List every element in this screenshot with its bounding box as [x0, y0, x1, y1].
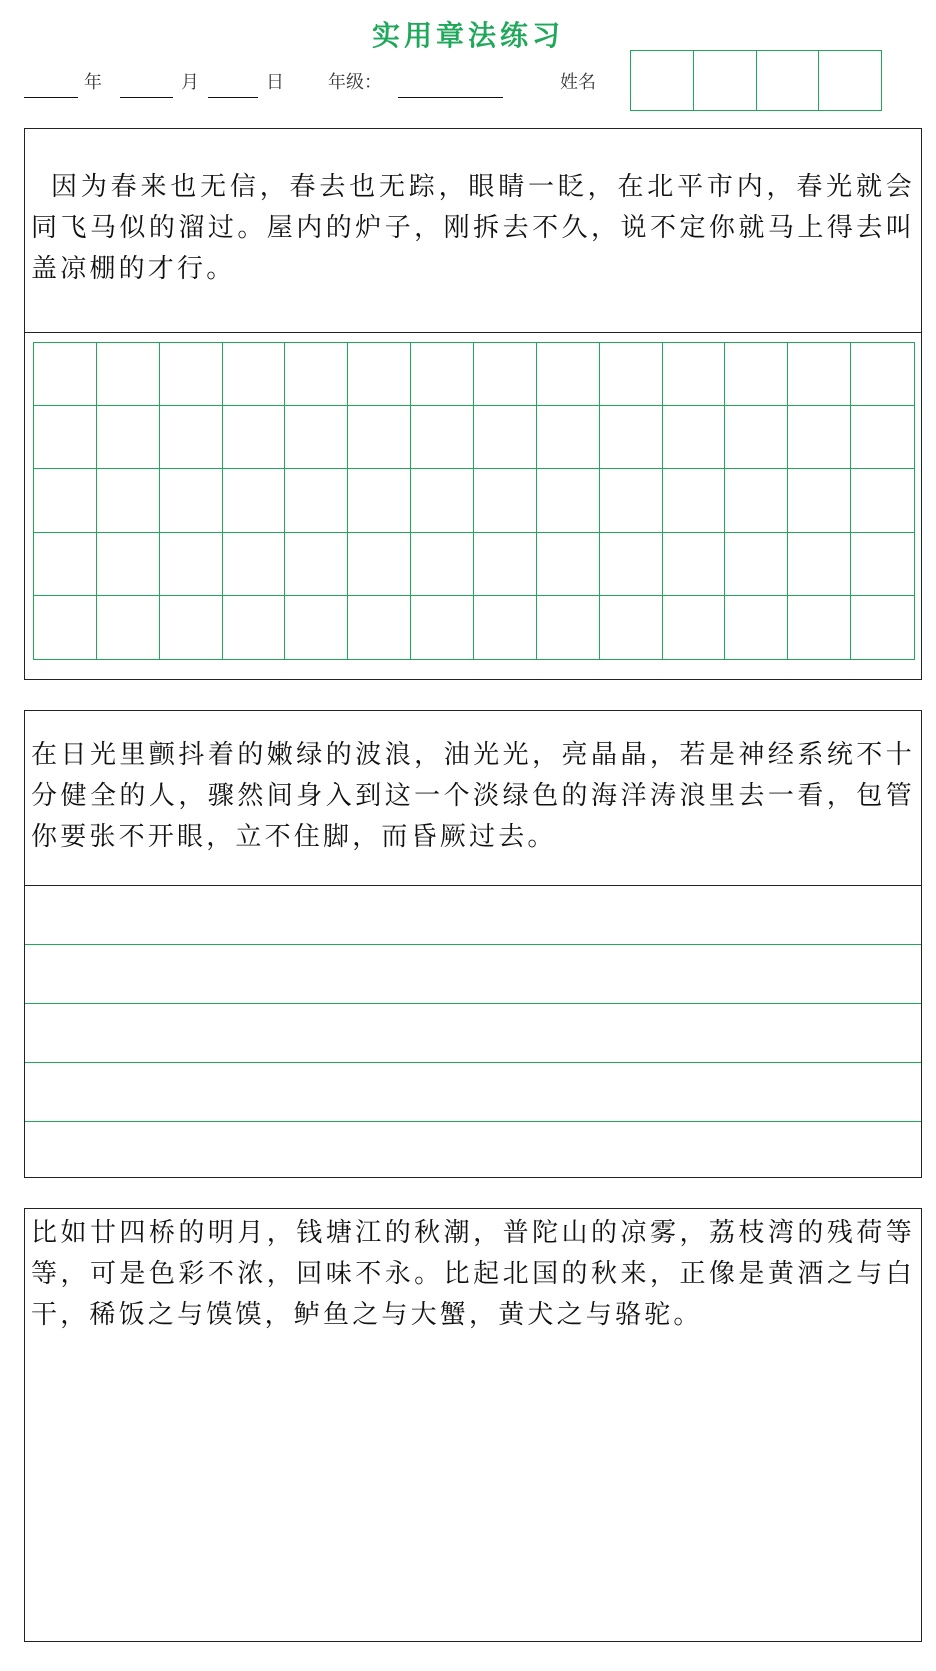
grid-cell[interactable]	[160, 343, 223, 406]
grid-cell[interactable]	[285, 406, 348, 469]
passage-2: 在日光里颤抖着的嫩绿的波浪，油光光，亮晶晶，若是神经系统不十分健全的人，骤然间身入到这一个淡绿色的海洋涛浪里去一看，包管你要张不开眼，立不住脚，而昏厥过去。	[31, 740, 915, 852]
grid-cell[interactable]	[97, 533, 160, 596]
grid-cell[interactable]	[348, 469, 411, 532]
grid-cell[interactable]	[285, 596, 348, 659]
grid-cell[interactable]	[663, 406, 726, 469]
grid-cell[interactable]	[474, 469, 537, 532]
section-divider	[25, 885, 921, 886]
grid-cell[interactable]	[34, 343, 97, 406]
name-cell[interactable]	[631, 51, 694, 110]
page-title: 实用章法练习	[371, 19, 564, 52]
grid-cell[interactable]	[285, 343, 348, 406]
grid-cell[interactable]	[411, 596, 474, 659]
grid-cell[interactable]	[411, 469, 474, 532]
grid-cell[interactable]	[851, 406, 914, 469]
grid-cell[interactable]	[725, 406, 788, 469]
name-label: 姓名	[560, 72, 596, 93]
writing-area[interactable]	[25, 1389, 921, 1641]
name-box[interactable]	[630, 50, 882, 111]
grid-cell[interactable]	[788, 343, 851, 406]
grid-cell[interactable]	[97, 406, 160, 469]
writing-line[interactable]	[25, 1003, 921, 1004]
grid-cell[interactable]	[223, 533, 286, 596]
grid-cell[interactable]	[411, 533, 474, 596]
section-1	[24, 128, 922, 680]
grid-cell[interactable]	[788, 596, 851, 659]
grid-cell[interactable]	[537, 406, 600, 469]
grid-cell[interactable]	[348, 533, 411, 596]
grid-cell[interactable]	[851, 596, 914, 659]
grid-cell[interactable]	[34, 406, 97, 469]
writing-line[interactable]	[25, 1062, 921, 1063]
grid-cell[interactable]	[600, 533, 663, 596]
grid-cell[interactable]	[663, 343, 726, 406]
section-3	[24, 1208, 922, 1642]
grid-cell[interactable]	[34, 596, 97, 659]
grid-cell[interactable]	[34, 469, 97, 532]
grid-cell[interactable]	[851, 343, 914, 406]
writing-grid[interactable]	[33, 342, 915, 660]
grid-cell[interactable]	[160, 469, 223, 532]
grid-cell[interactable]	[725, 343, 788, 406]
grid-cell[interactable]	[600, 469, 663, 532]
year-blank[interactable]	[24, 97, 78, 98]
grid-cell[interactable]	[160, 406, 223, 469]
grid-cell[interactable]	[474, 343, 537, 406]
grid-cell[interactable]	[97, 596, 160, 659]
grid-cell[interactable]	[348, 406, 411, 469]
grade-blank[interactable]	[398, 97, 503, 98]
grid-cell[interactable]	[474, 533, 537, 596]
grid-cell[interactable]	[348, 343, 411, 406]
name-cell[interactable]	[819, 51, 881, 110]
name-cell[interactable]	[757, 51, 820, 110]
grid-cell[interactable]	[537, 469, 600, 532]
grid-cell[interactable]	[285, 469, 348, 532]
day-blank[interactable]	[208, 97, 258, 98]
grid-cell[interactable]	[34, 533, 97, 596]
grid-cell[interactable]	[788, 469, 851, 532]
section-2	[24, 710, 922, 1178]
grid-cell[interactable]	[474, 406, 537, 469]
grid-cell[interactable]	[725, 596, 788, 659]
grid-cell[interactable]	[663, 469, 726, 532]
grid-cell[interactable]	[663, 533, 726, 596]
grid-cell[interactable]	[223, 596, 286, 659]
grid-cell[interactable]	[537, 596, 600, 659]
grid-cell[interactable]	[663, 596, 726, 659]
writing-line[interactable]	[25, 1121, 921, 1122]
grid-cell[interactable]	[537, 533, 600, 596]
grid-cell[interactable]	[788, 533, 851, 596]
year-label: 年	[84, 72, 102, 93]
grid-cell[interactable]	[348, 596, 411, 659]
grid-cell[interactable]	[725, 533, 788, 596]
grid-cell[interactable]	[223, 406, 286, 469]
grid-cell[interactable]	[725, 469, 788, 532]
grid-cell[interactable]	[537, 343, 600, 406]
month-blank[interactable]	[120, 97, 173, 98]
grid-cell[interactable]	[411, 406, 474, 469]
grid-cell[interactable]	[223, 343, 286, 406]
grid-cell[interactable]	[97, 469, 160, 532]
grid-cell[interactable]	[600, 406, 663, 469]
grid-cell[interactable]	[474, 596, 537, 659]
grid-cell[interactable]	[851, 469, 914, 532]
writing-line[interactable]	[25, 944, 921, 945]
passage-1: 因为春来也无信，春去也无踪，眼睛一眨，在北平市内，春光就会同飞马似的溜过。屋内的炉子，刚拆去不久，说不定你就马上得去叫盖凉棚的才行。	[31, 172, 915, 284]
name-cell[interactable]	[694, 51, 757, 110]
grid-cell[interactable]	[160, 533, 223, 596]
grid-cell[interactable]	[223, 469, 286, 532]
grid-cell[interactable]	[97, 343, 160, 406]
grade-label: 年级：	[328, 72, 382, 93]
grid-cell[interactable]	[600, 596, 663, 659]
grid-cell[interactable]	[788, 406, 851, 469]
grid-cell[interactable]	[600, 343, 663, 406]
passage-3: 比如廿四桥的明月，钱塘江的秋潮，普陀山的凉雾，荔枝湾的残荷等等，可是色彩不浓，回味不永。比起北国的秋来，正像是黄酒之与白干，稀饭之与馍馍，鲈鱼之与大蟹，黄犬之与骆驼。	[31, 1218, 915, 1330]
section-divider	[25, 332, 921, 333]
day-label: 日	[266, 72, 284, 93]
grid-cell[interactable]	[160, 596, 223, 659]
grid-cell[interactable]	[285, 533, 348, 596]
grid-cell[interactable]	[851, 533, 914, 596]
month-label: 月	[181, 72, 199, 93]
grid-cell[interactable]	[411, 343, 474, 406]
